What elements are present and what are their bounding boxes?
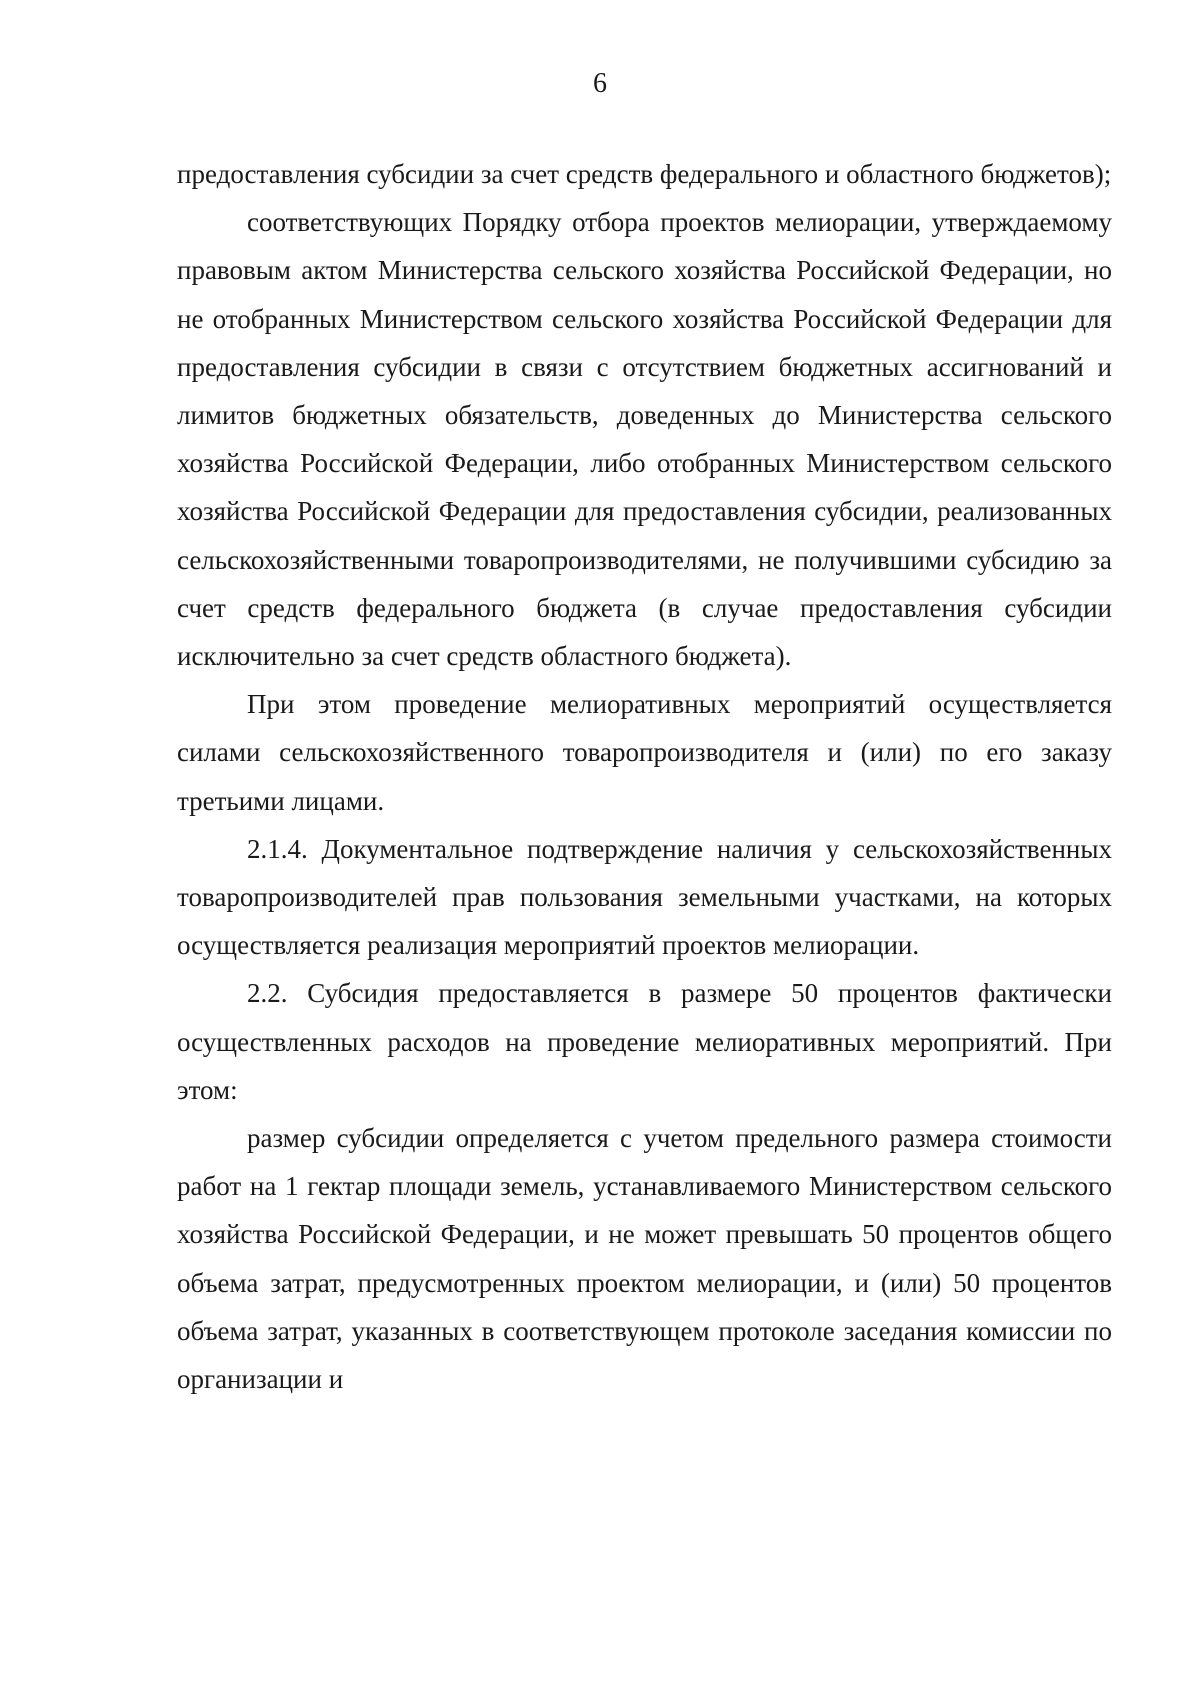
paragraph-2: соответствующих Порядку отбора проектов мелиорации, утверждаемому правовым актом Министерства сельского хозяйства Российской Федерации, но не отобранных Министерством сельского хозяйства Российской Федерации для предоставления субсидии в связи с отсутствием бюджетных ассигнований и лимитов бюджетных обязательств, доведенных до Министерства сельского хозяйства Российской Федерации, либо отобранных Министерством сельского хозяйства Российской Федерации для предоставления субсидии, реализованных сельскохозяйственными товаропроизводителями, не получившими субсидию за счет средств федерального бюджета (в случае предоставления субсидии исключительно за счет средств областного бюджета). bbox=[177, 207, 1112, 672]
paragraph-5: 2.2. Субсидия предоставляется в размере 50 процентов фактически осуществленных расходов на проведение мелиоративных мероприятий. При этом: bbox=[177, 978, 1112, 1105]
paragraph-4: 2.1.4. Документальное подтверждение наличия у сельскохозяйственных товаропроизводителей прав пользования земельными участками, на которых осуществляется реализация мероприятий проектов мелиорации. bbox=[177, 833, 1112, 961]
paragraph-3: При этом проведение мелиоративных мероприятий осуществляется силами сельскохозяйственного товаропроизводителя и (или) по его заказу третьими лицами. bbox=[177, 689, 1112, 816]
document-body bbox=[177, 150, 1112, 1403]
paragraph-1: предоставления субсидии за счет средств федерального и областного бюджетов); bbox=[177, 159, 1112, 189]
paragraph-6: размер субсидии определяется с учетом предельного размера стоимости работ на 1 гектар площади земель, устанавливаемого Министерством сельского хозяйства Российской Федерации, и не может превышать 50 процентов общего объема затрат, предусмотренных проектом мелиорации, и (или) 50 процентов объема затрат, указанных в соответствующем протоколе заседания комиссии по организации и bbox=[177, 1123, 1112, 1395]
page-number: 6 bbox=[593, 68, 607, 99]
